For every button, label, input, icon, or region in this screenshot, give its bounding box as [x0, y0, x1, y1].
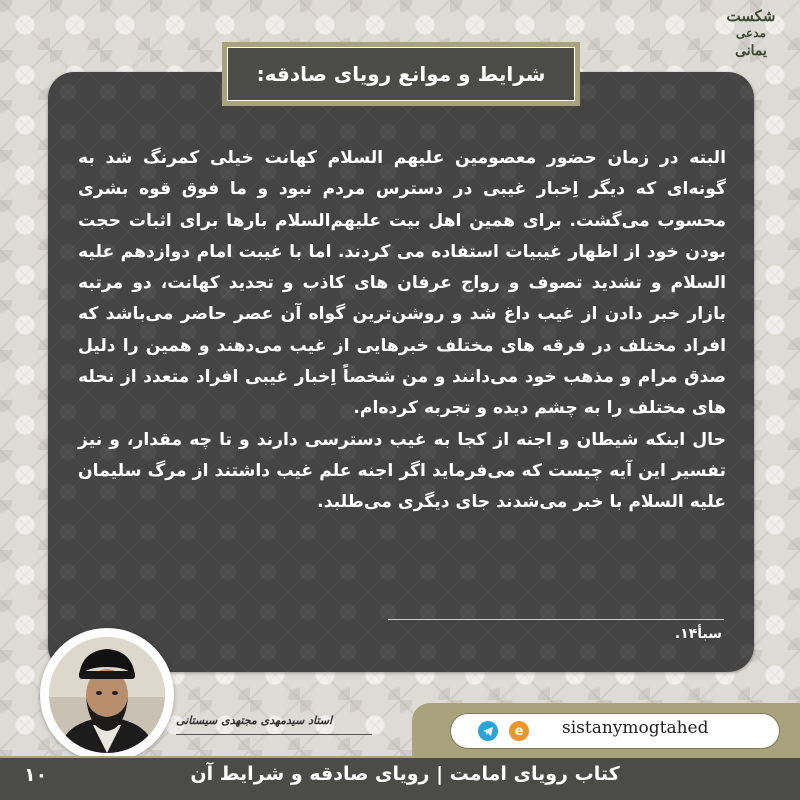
body-paragraph-1: البته در زمان حضور معصومین علیهم السلام کهانت خیلی کمرنگ شد به گونه‌ای که دیگر اِخبار غیبی در دسترس مردم نبود و ما فوق قوه بشری محسوب می‌گشت. برای همین اهل بیت علیهم‌السلام بارها برای اثبات حجت بودن خود از اظهار غیبیات استفاده می کردند. اما با غیبت امام دوازدهم علیه السلام و تشدید تصوف و رواج عرفان های کاذب و تجدید کهانت، دو مرتبه بازار خبر دادن از غیب داغ شد و روشن‌ترین گواه آن عصر حاضر می‌باشد که افراد مختلف در فرقه های مختلف خبرهایی از غیب می‌دهند و همین را دلیل صدق مرام و مذهب خود می‌دانند و من شخصاً اِخبار غیبی افراد متعدد از نحله های مختلف را به چشم دیده و تجربه کرده‌ام. — [78, 148, 726, 419]
footnote-divider — [388, 619, 724, 620]
title-frame — [222, 42, 580, 106]
telegram-icon[interactable] — [478, 721, 498, 741]
brand-line-2: مدعی — [736, 26, 766, 41]
eitaa-icon[interactable]: e — [509, 721, 529, 741]
brand-line-1: شکست — [726, 7, 776, 25]
author-avatar — [49, 637, 165, 753]
author-avatar-frame — [40, 628, 174, 762]
footnote: سبأ۱۴. — [674, 626, 722, 642]
brand-line-3: یمانی — [735, 43, 767, 60]
brand-logo — [716, 8, 786, 59]
book-title: کتاب رویای امامت | رویای صادقه و شرایط آن — [190, 763, 620, 785]
author-underline — [176, 734, 372, 735]
social-handle[interactable]: sistanymogtahed — [562, 718, 709, 738]
page-title: شرایط و موانع رویای صادقه: — [227, 47, 575, 101]
author-caption: استاد سیدمهدی مجتهدی سیستانی — [176, 714, 333, 727]
body-text — [78, 143, 726, 519]
page-number: ۱۰ — [24, 764, 48, 786]
body-paragraph-2: حال اینکه شیطان و اجنه از کجا به غیب دسترسی دارند و تا چه مقدار، و نیز تفسیر این آیه چیست که می‌فرماید اگر اجنه علم غیب داشتند از مرگ سلیمان علیه السلام با خبر می‌شدند جای دیگری می‌طلبد. — [78, 429, 726, 513]
